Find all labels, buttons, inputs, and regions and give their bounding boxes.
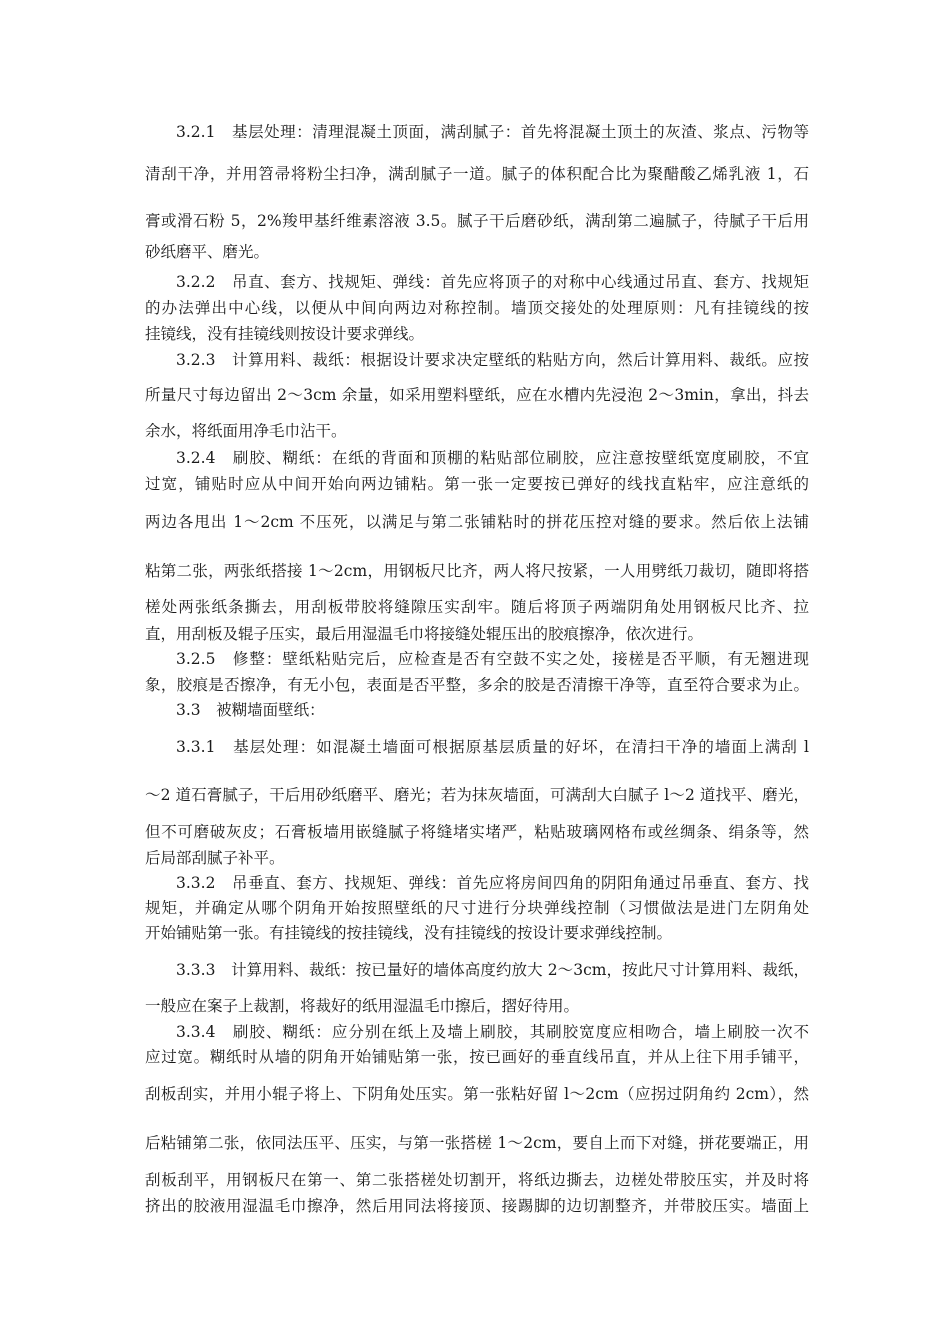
text-line: 刮板刮实，并用小辊子将上、下阴角处压实。第一张粘好留 l～2cm（应拐过阴角约 2cm），然 xyxy=(145,1085,809,1103)
text-line: 一般应在案子上裁割，将裁好的纸用湿温毛巾擦后，摺好待用。 xyxy=(145,997,580,1015)
text-line: 开始铺贴第一张。有挂镜线的按挂镜线，没有挂镜线的按设计要求弹线控制。 xyxy=(145,924,673,942)
text-line: 3.3.2 吊垂直、套方、找规矩、弹线：首先应将房间四角的阴阳角通过吊垂直、套方、找 xyxy=(176,874,809,892)
text-line: 粘第二张，两张纸搭接 1～2cm，用钢板尺比齐，两人将尺按紧，一人用劈纸刀裁切，随即将搭 xyxy=(145,562,809,580)
text-line: 砂纸磨平、磨光。 xyxy=(145,243,270,261)
text-line: 后粘铺第二张，依同法压平、压实，与第一张搭槎 1～2cm，要自上而下对缝，拼花要端正，用 xyxy=(145,1134,809,1152)
text-line: 清刮干净，并用笤帚将粉尘扫净，满刮腻子一道。腻子的体积配合比为聚醋酸乙烯乳液 1，石 xyxy=(145,165,809,183)
text-line: 3.2.3 计算用料、裁纸：根据设计要求决定壁纸的粘贴方向，然后计算用料、裁纸。应按 xyxy=(176,351,809,369)
text-line: 规矩，并确定从哪个阴角开始按照壁纸的尺寸进行分块弹线控制（习惯做法是进门左阴角处 xyxy=(145,899,809,917)
text-line: 3.2.1 基层处理：清理混凝土顶面，满刮腻子：首先将混凝土顶土的灰渣、浆点、污物等 xyxy=(176,123,809,141)
text-line: 两边各甩出 1～2cm 不压死，以满足与第二张铺粘时的拼花压控对缝的要求。然后依上法铺 xyxy=(145,513,809,531)
text-line: 挂镜线，没有挂镜线则按设计要求弹线。 xyxy=(145,325,425,343)
text-line: 象，胶痕是否擦净，有无小包，表面是否平整，多余的胶是否清擦干净等，直至符合要求为止。 xyxy=(145,676,809,694)
text-line: 3.3.4 刷胶、糊纸：应分别在纸上及墙上刷胶，其刷胶宽度应相吻合，墙上刷胶一次不 xyxy=(176,1023,809,1041)
text-line: 余水，将纸面用净毛巾沾干。 xyxy=(145,422,347,440)
text-line: 3.2.2 吊直、套方、找规矩、弹线：首先应将顶子的对称中心线通过吊直、套方、找规矩 xyxy=(176,273,809,291)
section-heading: 3.3 被糊墙面壁纸： xyxy=(176,701,325,719)
text-line: 应过宽。糊纸时从墙的阴角开始铺贴第一张，按已画好的垂直线吊直，并从上往下用手铺平， xyxy=(145,1048,809,1066)
text-line: 槎处两张纸条撕去，用刮板带胶将缝隙压实刮牢。随后将顶子两端阴角处用钢板尺比齐、拉 xyxy=(145,598,809,616)
text-line: 膏或滑石粉 5，2%羧甲基纤维素溶液 3.5。腻子干后磨砂纸，满刮第二遍腻子，待腻子干后用 xyxy=(145,212,809,230)
text-line: 3.2.5 修整：壁纸粘贴完后，应检查是否有空鼓不实之处，接槎是否平顺，有无翘进现 xyxy=(176,650,809,668)
text-line: 挤出的胶液用湿温毛巾擦净，然后用同法将接顶、接踢脚的边切割整齐，并带胶压实。墙面上 xyxy=(145,1197,809,1215)
text-line: 3.3.3 计算用料、裁纸：按已量好的墙体高度约放大 2～3cm，按此尺寸计算用料、裁纸， xyxy=(176,961,809,979)
text-line: 过宽，铺贴时应从中间开始向两边铺粘。第一张一定要按已弹好的线找直粘牢，应注意纸的 xyxy=(145,475,809,493)
text-line: 的办法弹出中心线，以便从中间向两边对称控制。墙顶交接处的处理原则：凡有挂镜线的按 xyxy=(145,299,809,317)
text-line: 但不可磨破灰皮；石膏板墙用嵌缝腻子将缝堵实堵严，粘贴玻璃网格布或丝绸条、绢条等，然 xyxy=(145,823,809,841)
text-line: 3.2.4 刷胶、糊纸：在纸的背面和顶棚的粘贴部位刷胶，应注意按壁纸宽度刷胶，不宜 xyxy=(176,449,809,467)
text-line: ～2 道石膏腻子，干后用砂纸磨平、磨光；若为抹灰墙面，可满刮大白腻子 l～2 道找平、磨光， xyxy=(145,786,809,804)
text-line: 所量尺寸每边留出 2～3cm 余量，如采用塑料壁纸，应在水槽内先浸泡 2～3min，拿出，抖去 xyxy=(145,386,809,404)
text-line: 后局部刮腻子补平。 xyxy=(145,849,285,867)
text-line: 直，用刮板及辊子压实，最后用湿温毛巾将接缝处辊压出的胶痕擦净，依次进行。 xyxy=(145,625,704,643)
text-line: 3.3.1 基层处理：如混凝土墙面可根据原基层质量的好坏，在清扫干净的墙面上满刮 l xyxy=(176,738,809,756)
text-line: 刮板刮平，用钢板尺在第一、第二张搭槎处切割开，将纸边撕去，边槎处带胶压实，并及时将 xyxy=(145,1171,809,1189)
